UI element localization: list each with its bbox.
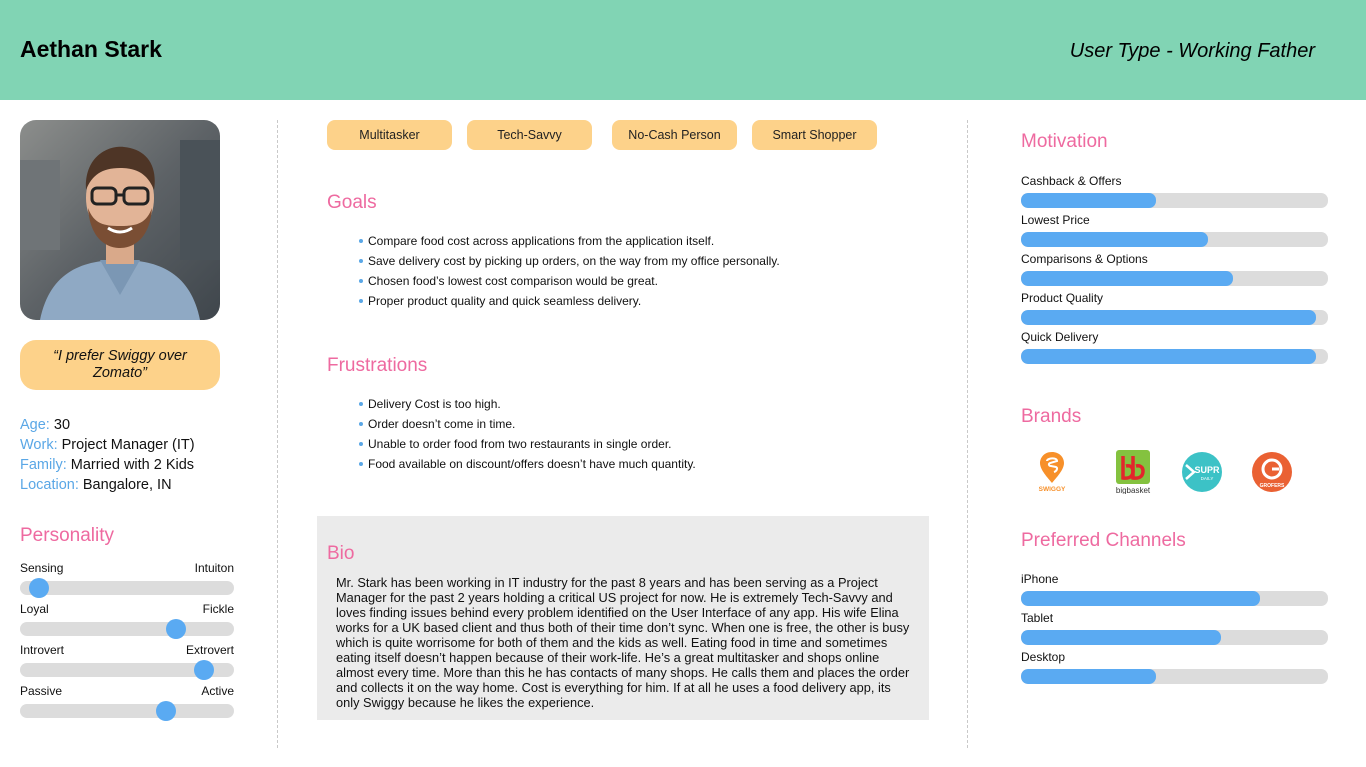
list-item: Delivery Cost is too high. bbox=[357, 394, 696, 414]
scale-knob bbox=[194, 660, 214, 680]
bio-title: Bio bbox=[327, 543, 355, 564]
info-label: Location: bbox=[20, 477, 79, 493]
motivation-bar bbox=[1021, 291, 1328, 305]
motivation-bar bbox=[1021, 330, 1328, 344]
scale-left-label: Passive bbox=[20, 684, 63, 698]
brands-title: Brands bbox=[1021, 406, 1082, 427]
trait-tag: Multitasker bbox=[327, 120, 452, 150]
supr-caption: SUPR bbox=[1194, 465, 1220, 475]
bar-label: iPhone bbox=[1021, 572, 1059, 586]
channel-bar bbox=[1021, 650, 1328, 664]
list-item: Order doesn’t come in time. bbox=[357, 414, 696, 434]
scale-left-label: Loyal bbox=[20, 602, 49, 616]
bar-track bbox=[1021, 271, 1328, 286]
trait-tag: Tech-Savvy bbox=[467, 120, 592, 150]
channel-bar bbox=[1021, 611, 1328, 625]
avatar-image bbox=[20, 120, 220, 320]
bar-track bbox=[1021, 193, 1328, 208]
bar-label: Quick Delivery bbox=[1021, 330, 1099, 344]
avatar bbox=[20, 120, 220, 320]
info-location bbox=[20, 475, 195, 495]
personality-scale bbox=[20, 561, 234, 575]
motivation-bar bbox=[1021, 252, 1328, 266]
personality-scale bbox=[20, 602, 234, 616]
bar-track bbox=[1021, 310, 1328, 325]
scale-right-label: Intuiton bbox=[194, 561, 234, 575]
profile-info bbox=[20, 415, 195, 495]
bar-fill bbox=[1021, 349, 1316, 364]
swiggy-logo bbox=[1030, 450, 1074, 494]
column-divider-right bbox=[967, 120, 968, 748]
frustrations-list bbox=[357, 394, 696, 474]
swiggy-caption: SWIGGY bbox=[1038, 486, 1066, 493]
bigbasket-logo bbox=[1111, 450, 1155, 494]
bar-label: Cashback & Offers bbox=[1021, 174, 1122, 188]
info-value: 30 bbox=[53, 417, 71, 433]
bar-fill bbox=[1021, 630, 1221, 645]
info-label: Work: bbox=[20, 437, 58, 453]
bar-label: Comparisons & Options bbox=[1021, 252, 1148, 266]
personality-title: Personality bbox=[20, 525, 114, 546]
bar-label: Lowest Price bbox=[1021, 213, 1090, 227]
list-item: Food available on discount/offers doesn’t have much quantity. bbox=[357, 454, 696, 474]
user-type: User Type - Working Father bbox=[1069, 40, 1315, 62]
info-label: Family: bbox=[20, 457, 67, 473]
scale-knob bbox=[156, 701, 176, 721]
scale-track bbox=[20, 581, 234, 595]
scale-right-label: Fickle bbox=[202, 602, 234, 616]
grofers-caption: GROFERS bbox=[1259, 483, 1285, 489]
bar-fill bbox=[1021, 193, 1156, 208]
scale-track bbox=[20, 704, 234, 718]
list-item: Compare food cost across applications from the application itself. bbox=[357, 231, 780, 251]
persona-name: Aethan Stark bbox=[20, 36, 162, 62]
list-item: Unable to order food from two restaurants in single order. bbox=[357, 434, 696, 454]
list-item: Chosen food’s lowest cost comparison would be great. bbox=[357, 271, 780, 291]
scale-left-label: Sensing bbox=[20, 561, 64, 575]
bio-text: Mr. Stark has been working in IT industry for the past 8 years and has been serving as a Project Manager for the past 2 years holding a critical US project for now. He is extremely Tech-Savvy and loves finding issues behind every problem identified on the User Interface of any app. His wife Elina works for a UK based client and thus both of their time don’t sync. When one is free, the other is busy which is quite worrisome for both of them and the kids as well. Eating food in time and sometimes eating itself doesn’t happen because of their work-life. He’s a great multitasker and shops online almost every time. More than this he has contacts of many shops. He calls them and places the order and collects it on the way home. Cost is everything for him. If at all he uses a food delivery app, its only Swiggy because he likes the experience. bbox=[336, 575, 910, 710]
bar-track bbox=[1021, 669, 1328, 684]
header-bar bbox=[0, 0, 1366, 100]
bar-fill bbox=[1021, 271, 1233, 286]
bar-track bbox=[1021, 630, 1328, 645]
bar-fill bbox=[1021, 232, 1208, 247]
info-value: Married with 2 Kids bbox=[70, 457, 195, 473]
bar-label: Product Quality bbox=[1021, 291, 1104, 305]
persona-quote: “I prefer Swiggy over Zomato” bbox=[20, 340, 220, 390]
bar-track bbox=[1021, 349, 1328, 364]
trait-tag: No-Cash Person bbox=[612, 120, 737, 150]
bar-fill bbox=[1021, 310, 1316, 325]
bar-label: Desktop bbox=[1021, 650, 1066, 664]
bigbasket-caption: bigbasket bbox=[1115, 486, 1151, 494]
info-value: Bangalore, IN bbox=[82, 477, 172, 493]
motivation-bar bbox=[1021, 213, 1328, 227]
supr-sub-caption: DAILY bbox=[1200, 476, 1214, 481]
scale-knob bbox=[29, 578, 49, 598]
scale-left-label: Introvert bbox=[20, 643, 65, 657]
personality-scale bbox=[20, 684, 234, 698]
bar-fill bbox=[1021, 591, 1260, 606]
motivation-title: Motivation bbox=[1021, 131, 1108, 152]
grofers-logo bbox=[1251, 451, 1293, 493]
info-value: Project Manager (IT) bbox=[61, 437, 195, 453]
supr-daily-logo bbox=[1181, 451, 1223, 493]
info-family bbox=[20, 455, 195, 475]
scale-right-label: Active bbox=[201, 684, 234, 698]
scale-right-label: Extrovert bbox=[185, 643, 234, 657]
goals-title: Goals bbox=[327, 192, 377, 213]
column-divider-left bbox=[277, 120, 278, 748]
trait-tag: Smart Shopper bbox=[752, 120, 877, 150]
bar-fill bbox=[1021, 669, 1156, 684]
personality-scale bbox=[20, 643, 234, 657]
scale-track bbox=[20, 622, 234, 636]
scale-knob bbox=[166, 619, 186, 639]
bar-track bbox=[1021, 591, 1328, 606]
channel-bar bbox=[1021, 572, 1328, 586]
bar-track bbox=[1021, 232, 1328, 247]
goals-list bbox=[357, 231, 780, 311]
list-item: Save delivery cost by picking up orders, on the way from my office personally. bbox=[357, 251, 780, 271]
frustrations-title: Frustrations bbox=[327, 355, 428, 376]
list-item: Proper product quality and quick seamless delivery. bbox=[357, 291, 780, 311]
info-label: Age: bbox=[20, 417, 50, 433]
channels-title: Preferred Channels bbox=[1021, 530, 1186, 551]
info-age bbox=[20, 415, 195, 435]
motivation-bar bbox=[1021, 174, 1328, 188]
info-work bbox=[20, 435, 195, 455]
bar-label: Tablet bbox=[1021, 611, 1054, 625]
